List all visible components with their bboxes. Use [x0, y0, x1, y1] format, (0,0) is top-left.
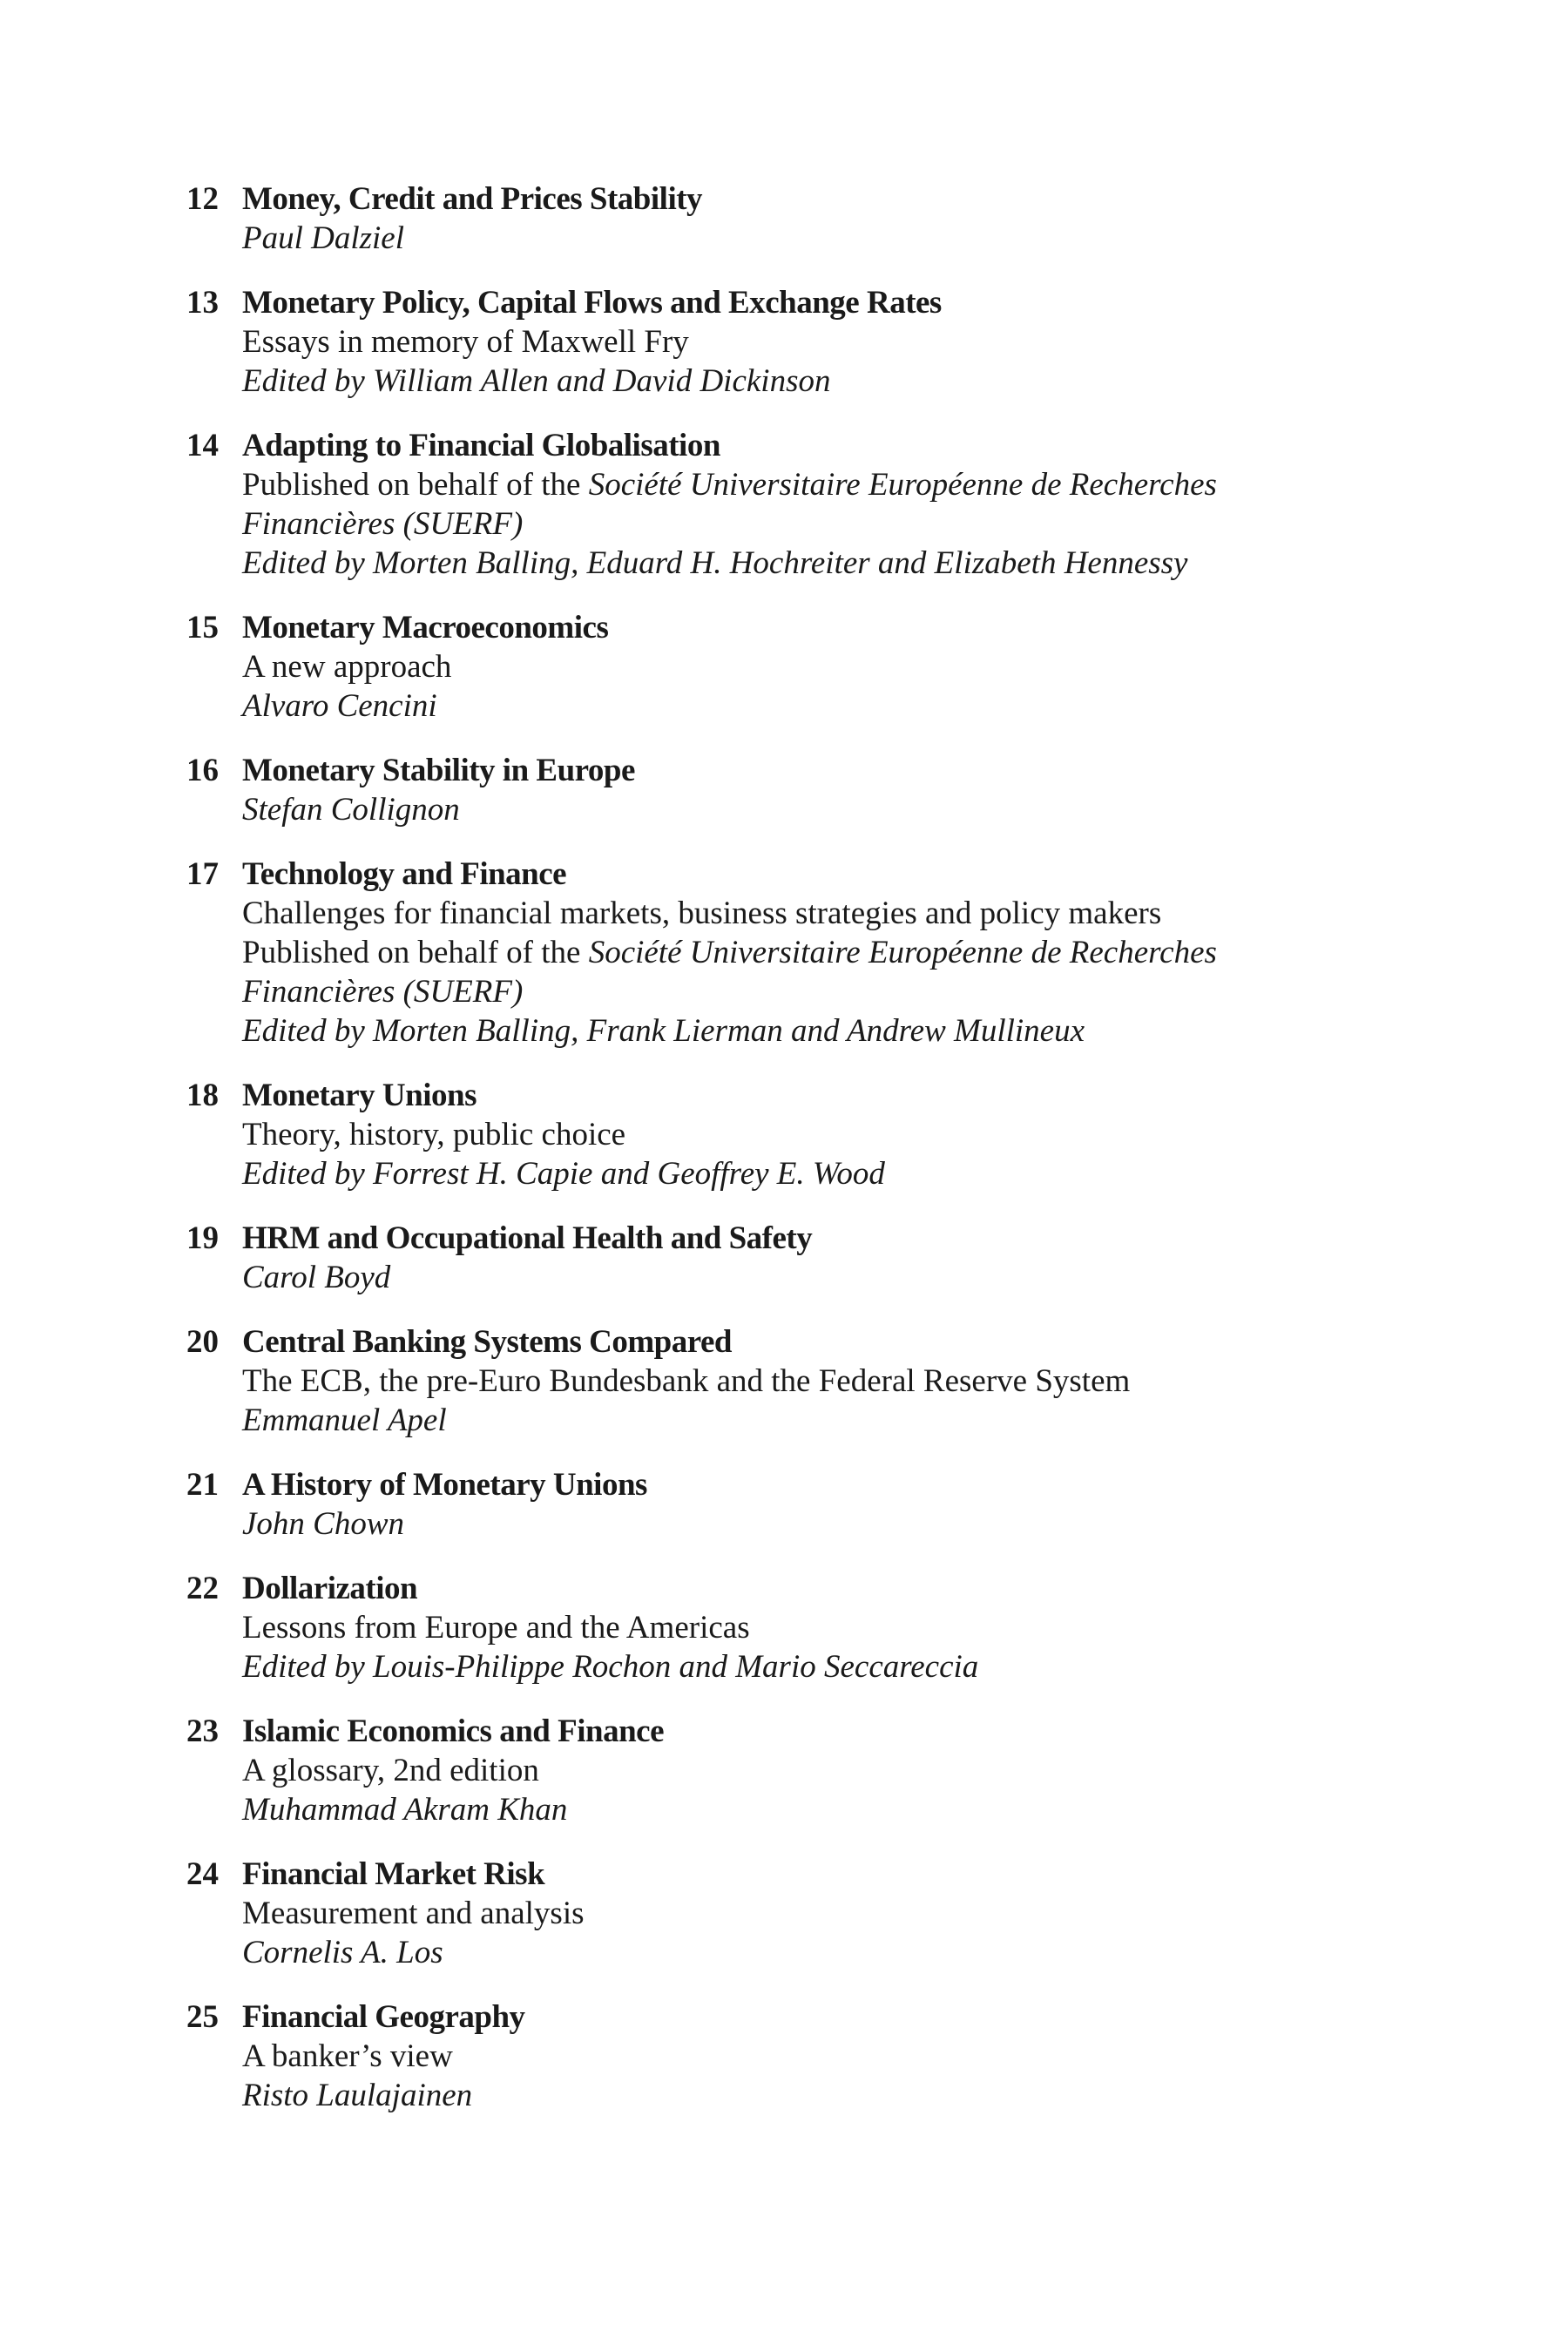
book-author: Edited by Forrest H. Capie and Geoffrey E. Wood	[242, 1156, 885, 1192]
series-entry-body	[242, 1465, 1423, 1544]
series-number: 19	[186, 1220, 219, 1256]
series-entry-body	[242, 179, 1423, 258]
book-title: Financial Market Risk	[242, 1856, 545, 1892]
series-entry	[186, 751, 1423, 829]
book-author: Edited by Louis-Philippe Rochon and Mario Seccareccia	[242, 1649, 979, 1685]
series-entry	[186, 1219, 1423, 1297]
series-list	[186, 179, 1423, 2115]
book-title: Adapting to Financial Globalisation	[242, 428, 720, 463]
book-title: HRM and Occupational Health and Safety	[242, 1220, 813, 1256]
book-author: Carol Boyd	[242, 1260, 391, 1295]
series-entry-body	[242, 1855, 1423, 1972]
book-subtitle: Essays in memory of Maxwell Fry	[242, 324, 689, 360]
book-subtitle: Challenges for financial markets, business strategies and policy makers	[242, 896, 1162, 931]
book-title: Monetary Unions	[242, 1078, 476, 1113]
publisher-org: Société Universitaire Européenne de Recherches	[588, 467, 1217, 503]
book-author: Paul Dalziel	[242, 220, 405, 256]
book-subtitle: The ECB, the pre-Euro Bundesbank and the Federal Reserve System	[242, 1363, 1131, 1399]
publisher-note	[242, 465, 1423, 504]
publisher-prefix: Published on behalf of the	[242, 935, 589, 970]
series-number: 17	[186, 856, 219, 892]
series-number: 23	[186, 1713, 219, 1749]
series-entry	[186, 426, 1423, 583]
series-number: 18	[186, 1078, 219, 1113]
series-entry-body	[242, 1712, 1423, 1829]
series-entry-body	[242, 608, 1423, 726]
series-entry-body	[242, 1076, 1423, 1193]
series-entry-body	[242, 426, 1423, 583]
book-subtitle: Measurement and analysis	[242, 1896, 585, 1931]
book-title: Monetary Policy, Capital Flows and Exchange Rates	[242, 285, 942, 321]
book-title: Dollarization	[242, 1571, 418, 1606]
book-author: Muhammad Akram Khan	[242, 1792, 568, 1828]
series-entry	[186, 1322, 1423, 1440]
series-entry-body	[242, 1997, 1423, 2115]
book-author: John Chown	[242, 1506, 405, 1542]
series-number: 14	[186, 428, 219, 463]
book-subtitle: Theory, history, public choice	[242, 1117, 626, 1152]
series-number: 16	[186, 753, 219, 788]
series-number: 13	[186, 285, 219, 321]
series-entry	[186, 1855, 1423, 1972]
book-title: Technology and Finance	[242, 856, 567, 892]
book-title: Monetary Stability in Europe	[242, 753, 635, 788]
series-entry	[186, 1569, 1423, 1686]
book-title: Financial Geography	[242, 1999, 525, 2035]
publisher-org-continued: Financières (SUERF)	[242, 506, 524, 542]
book-subtitle: Lessons from Europe and the Americas	[242, 1610, 750, 1646]
book-author: Edited by Morten Balling, Eduard H. Hochreiter and Elizabeth Hennessy	[242, 545, 1188, 581]
series-entry	[186, 179, 1423, 258]
publisher-org: Société Universitaire Européenne de Recherches	[588, 935, 1217, 970]
series-entry	[186, 1997, 1423, 2115]
book-author: Edited by William Allen and David Dickinson	[242, 363, 831, 399]
series-entry-body	[242, 1322, 1423, 1440]
series-entry-body	[242, 283, 1423, 401]
series-number: 24	[186, 1856, 219, 1892]
book-subtitle: A glossary, 2nd edition	[242, 1753, 539, 1788]
series-entry	[186, 1712, 1423, 1829]
series-number: 22	[186, 1571, 219, 1606]
series-number: 12	[186, 181, 219, 217]
publisher-note	[242, 933, 1423, 972]
book-author: Stefan Collignon	[242, 792, 460, 828]
series-entry	[186, 608, 1423, 726]
series-number: 15	[186, 610, 219, 645]
series-entry-body	[242, 1219, 1423, 1297]
book-subtitle: A new approach	[242, 649, 452, 685]
book-title: Money, Credit and Prices Stability	[242, 181, 703, 217]
series-entry	[186, 855, 1423, 1051]
book-author: Cornelis A. Los	[242, 1935, 443, 1970]
publisher-prefix: Published on behalf of the	[242, 467, 589, 503]
series-number: 21	[186, 1467, 219, 1503]
series-entry	[186, 1465, 1423, 1544]
series-entry-body	[242, 1569, 1423, 1686]
series-number: 25	[186, 1999, 219, 2035]
series-entry	[186, 1076, 1423, 1193]
book-subtitle: A banker’s view	[242, 2038, 453, 2074]
book-author: Risto Laulajainen	[242, 2078, 473, 2113]
book-title: Islamic Economics and Finance	[242, 1713, 664, 1749]
series-entry	[186, 283, 1423, 401]
book-title: Monetary Macroeconomics	[242, 610, 609, 645]
book-author: Alvaro Cencini	[242, 688, 437, 724]
book-author: Emmanuel Apel	[242, 1402, 447, 1438]
publisher-org-continued: Financières (SUERF)	[242, 974, 524, 1010]
book-title: Central Banking Systems Compared	[242, 1324, 732, 1360]
series-entry-body	[242, 855, 1423, 1051]
series-number: 20	[186, 1324, 219, 1360]
series-entry-body	[242, 751, 1423, 829]
book-title: A History of Monetary Unions	[242, 1467, 647, 1503]
book-author: Edited by Morten Balling, Frank Lierman and Andrew Mullineux	[242, 1013, 1085, 1049]
